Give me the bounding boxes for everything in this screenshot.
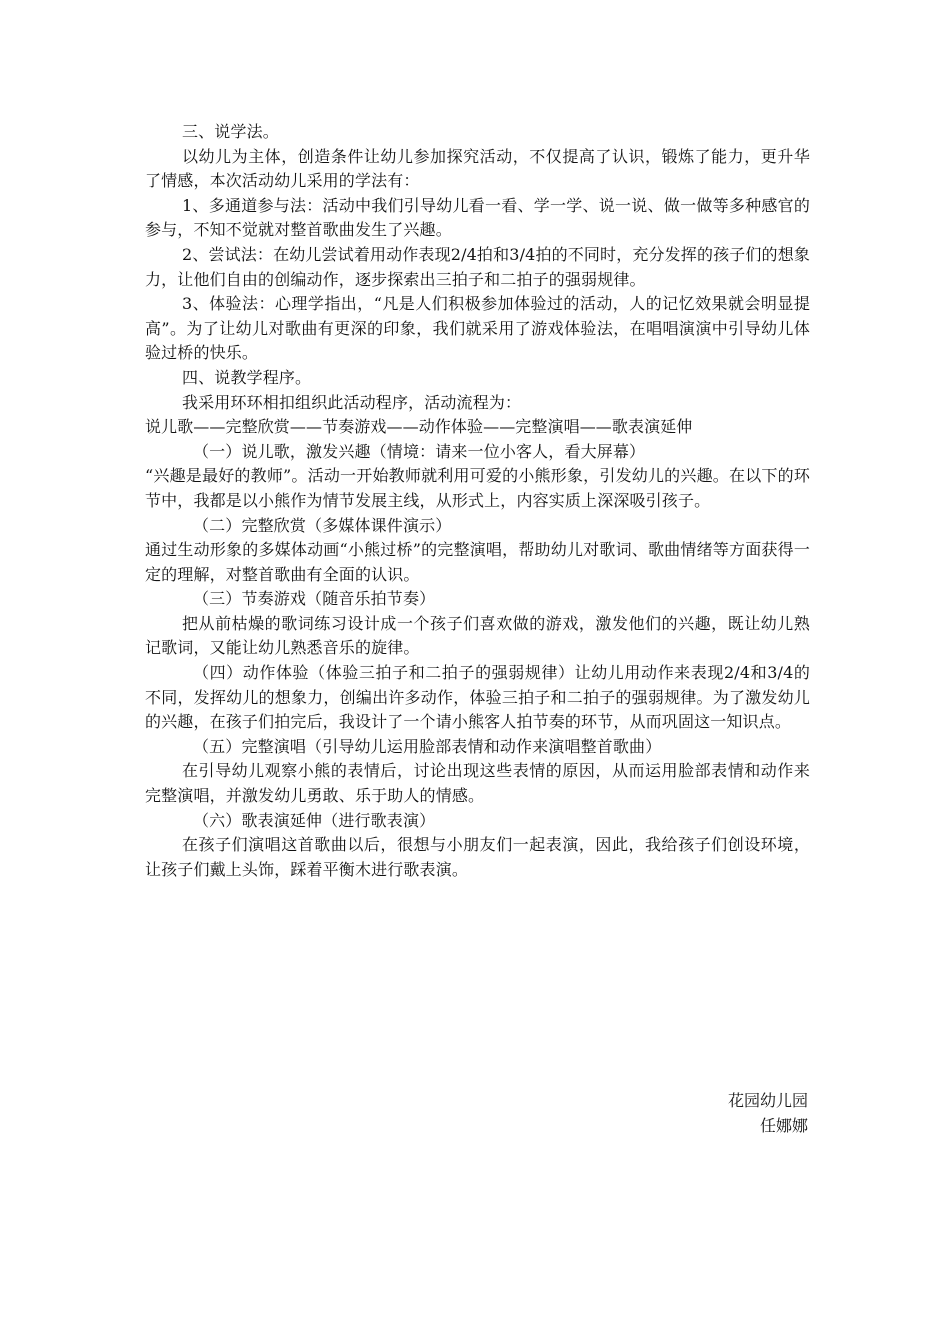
paragraph-step-3: 把从前枯燥的歌词练习设计成一个孩子们喜欢做的游戏，激发他们的兴趣，既让幼儿熟记歌词，又能让幼儿熟悉音乐的旋律。	[145, 613, 810, 658]
paragraph-method-experience: 3、体验法：心理学指出，“凡是人们积极参加体验过的活动，人的记忆效果就会明显提高”。为了让幼儿对歌曲有更深的印象，我们就采用了游戏体验法，在唱唱演演中引导幼儿体验过桥的快乐。	[145, 294, 810, 363]
paragraph-learning-intro: 以幼儿为主体，创造条件让幼儿参加探究活动，不仅提高了认识，锻炼了能力，更升华了情感，本次活动幼儿采用的学法有：	[145, 146, 810, 191]
document-body	[145, 120, 810, 882]
step-heading-2: （二）完整欣赏（多媒体课件演示）	[193, 515, 452, 535]
signature-block	[728, 1089, 808, 1138]
paragraph-step-4: （四）动作体验（体验三拍子和二拍子的强弱规律）让幼儿用动作来表现2/4和3/4的不同，发挥幼儿的想象力，创编出许多动作，体验三拍子和二拍子的强弱规律。为了激发幼儿的兴趣，在孩子们拍完后，我设计了一个请小熊客人拍节奏的环节，从而巩固这一知识点。	[145, 663, 810, 732]
section-heading-teaching-procedure: 四、说教学程序。	[182, 367, 312, 387]
paragraph-activity-flow: 说儿歌——完整欣赏——节奏游戏——动作体验——完整演唱——歌表演延伸	[145, 417, 693, 437]
paragraph-procedure-intro: 我采用环环相扣组织此活动程序，活动流程为：	[182, 392, 522, 412]
step-heading-5: （五）完整演唱（引导幼儿运用脸部表情和动作来演唱整首歌曲）	[193, 736, 662, 756]
paragraph-step-5: 在引导幼儿观察小熊的表情后，讨论出现这些表情的原因，从而运用脸部表情和动作来完整演唱，并激发幼儿勇敢、乐于助人的情感。	[145, 761, 810, 806]
paragraph-step-2: 通过生动形象的多媒体动画“小熊过桥”的完整演唱，帮助幼儿对歌词、歌曲情绪等方面获得一定的理解，对整首歌曲有全面的认识。	[145, 540, 810, 584]
step-heading-6: （六）歌表演延伸（进行歌表演）	[193, 810, 436, 830]
paragraph-method-multichannel: 1、多通道参与法：活动中我们引导幼儿看一看、学一学、说一说、做一做等多种感官的参与，不知不觉就对整首歌曲发生了兴趣。	[145, 195, 810, 240]
step-heading-3: （三）节奏游戏（随音乐拍节奏）	[193, 589, 436, 609]
paragraph-method-trial: 2、尝试法：在幼儿尝试着用动作表现2/4拍和3/4拍的不同时，充分发挥的孩子们的想象力，让他们自由的创编动作，逐步探索出三拍子和二拍子的强弱规律。	[145, 244, 810, 289]
section-heading-learning-methods: 三、说学法。	[182, 122, 279, 141]
paragraph-step-6: 在孩子们演唱这首歌曲以后，很想与小朋友们一起表演，因此，我给孩子们创设环境，让孩子们戴上头饰，踩着平衡木进行歌表演。	[145, 835, 810, 879]
step-heading-1: （一）说儿歌，激发兴趣（情境：请来一位小客人，看大屏幕）	[193, 441, 646, 461]
signature-organization: 花园幼儿园	[727, 1091, 808, 1110]
signature-author: 任娜娜	[759, 1115, 808, 1135]
paragraph-step-1: “兴趣是最好的教师”。活动一开始教师就利用可爱的小熊形象，引发幼儿的兴趣。在以下的环节中，我都是以小熊作为情节发展主线，从形式上，内容实质上深深吸引孩子。	[145, 466, 810, 510]
